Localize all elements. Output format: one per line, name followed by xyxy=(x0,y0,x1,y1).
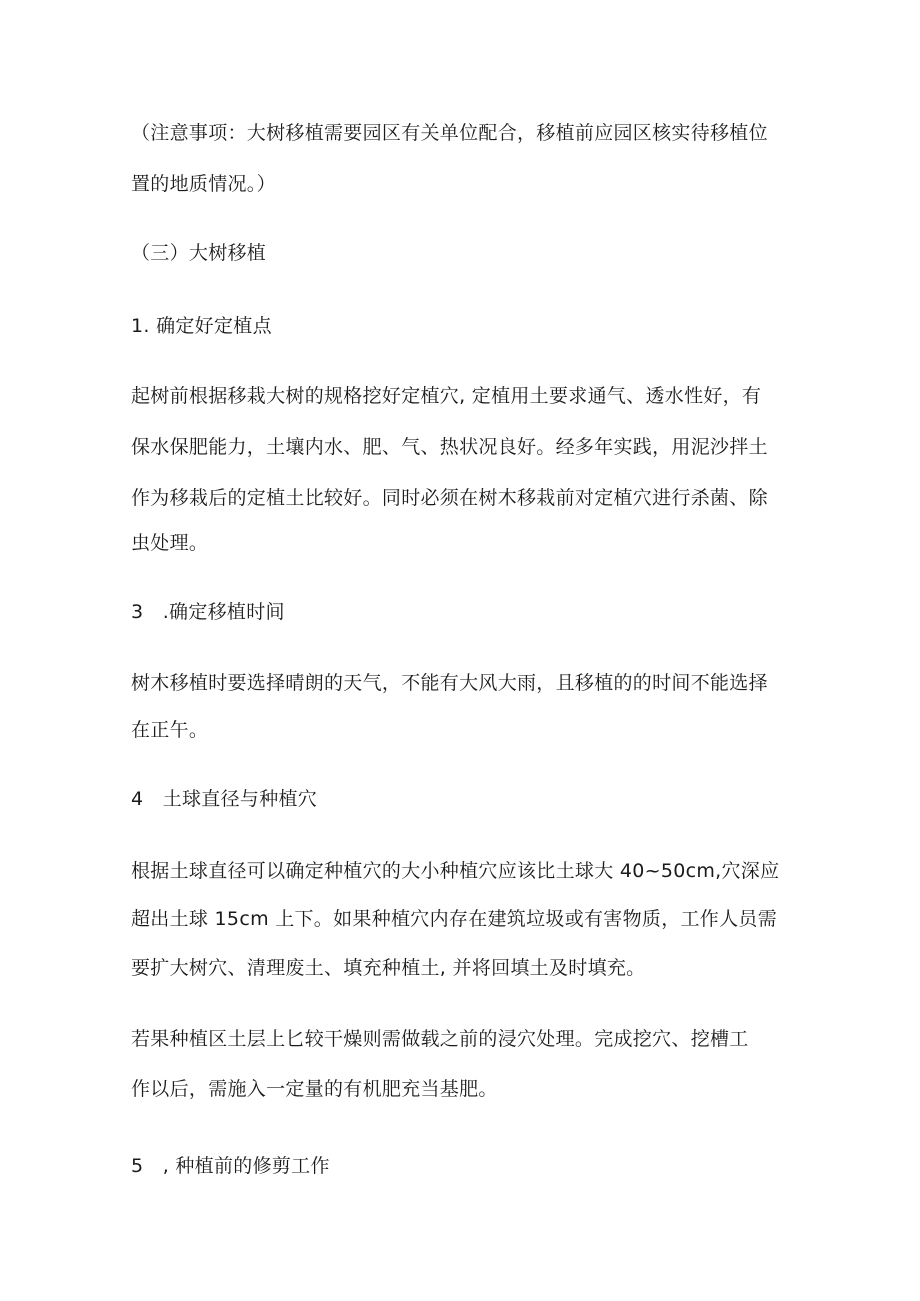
paragraph-3-line-3: 要扩大树穴、清理废土、填充种植土, 并将回填土及时填充。 xyxy=(131,957,646,979)
paragraph-1-line-2: 保水保肥能力，土壤内水、肥、气、热状况良好。经多年实践，用泥沙拌土 xyxy=(131,436,768,458)
heading-3: 3 .确定移植时间 xyxy=(131,601,285,623)
note-line-2: 置的地质情况。） xyxy=(131,173,276,195)
paragraph-1-line-4: 虫处理。 xyxy=(131,532,209,554)
paragraph-4-line-1: 若果种植区土层上匕较干燥则需做载之前的浸穴处理。完成挖穴、挖槽工 xyxy=(131,1028,749,1050)
paragraph-1-line-3: 作为移栽后的定植土比较好。同时必须在树木移栽前对定植穴进行杀菌、除 xyxy=(131,487,768,509)
paragraph-2-line-1: 树木移植时要选择晴朗的天气，不能有大风大雨，且移植的的时间不能选择 xyxy=(131,672,768,694)
heading-1: 1. 确定好定植点 xyxy=(131,315,272,337)
section-heading-3: （三）大树移植 xyxy=(131,242,267,264)
paragraph-3-line-2: 超出土球 15cm 上下。如果种植穴内存在建筑垃圾或有害物质，工作人员需 xyxy=(131,908,778,930)
heading-4: 4 土球直径与种植穴 xyxy=(131,788,318,810)
paragraph-1-line-1: 起树前根据移栽大树的规格挖好定植穴, 定植用土要求通气、透水性好，有 xyxy=(131,385,762,407)
paragraph-4-line-2: 作以后，需施入一定量的有机肥充当基肥。 xyxy=(131,1078,498,1100)
paragraph-2-line-2: 在正午。 xyxy=(131,719,209,741)
note-line-1: （注意事项：大树移植需要园区有关单位配合，移植前应园区核实待移植位 xyxy=(131,122,768,144)
paragraph-3-line-1: 根据土球直径可以确定种植穴的大小种植穴应该比土球大 40~50cm,穴深应 xyxy=(131,860,780,882)
heading-5: 5 , 种植前的修剪工作 xyxy=(131,1155,330,1177)
